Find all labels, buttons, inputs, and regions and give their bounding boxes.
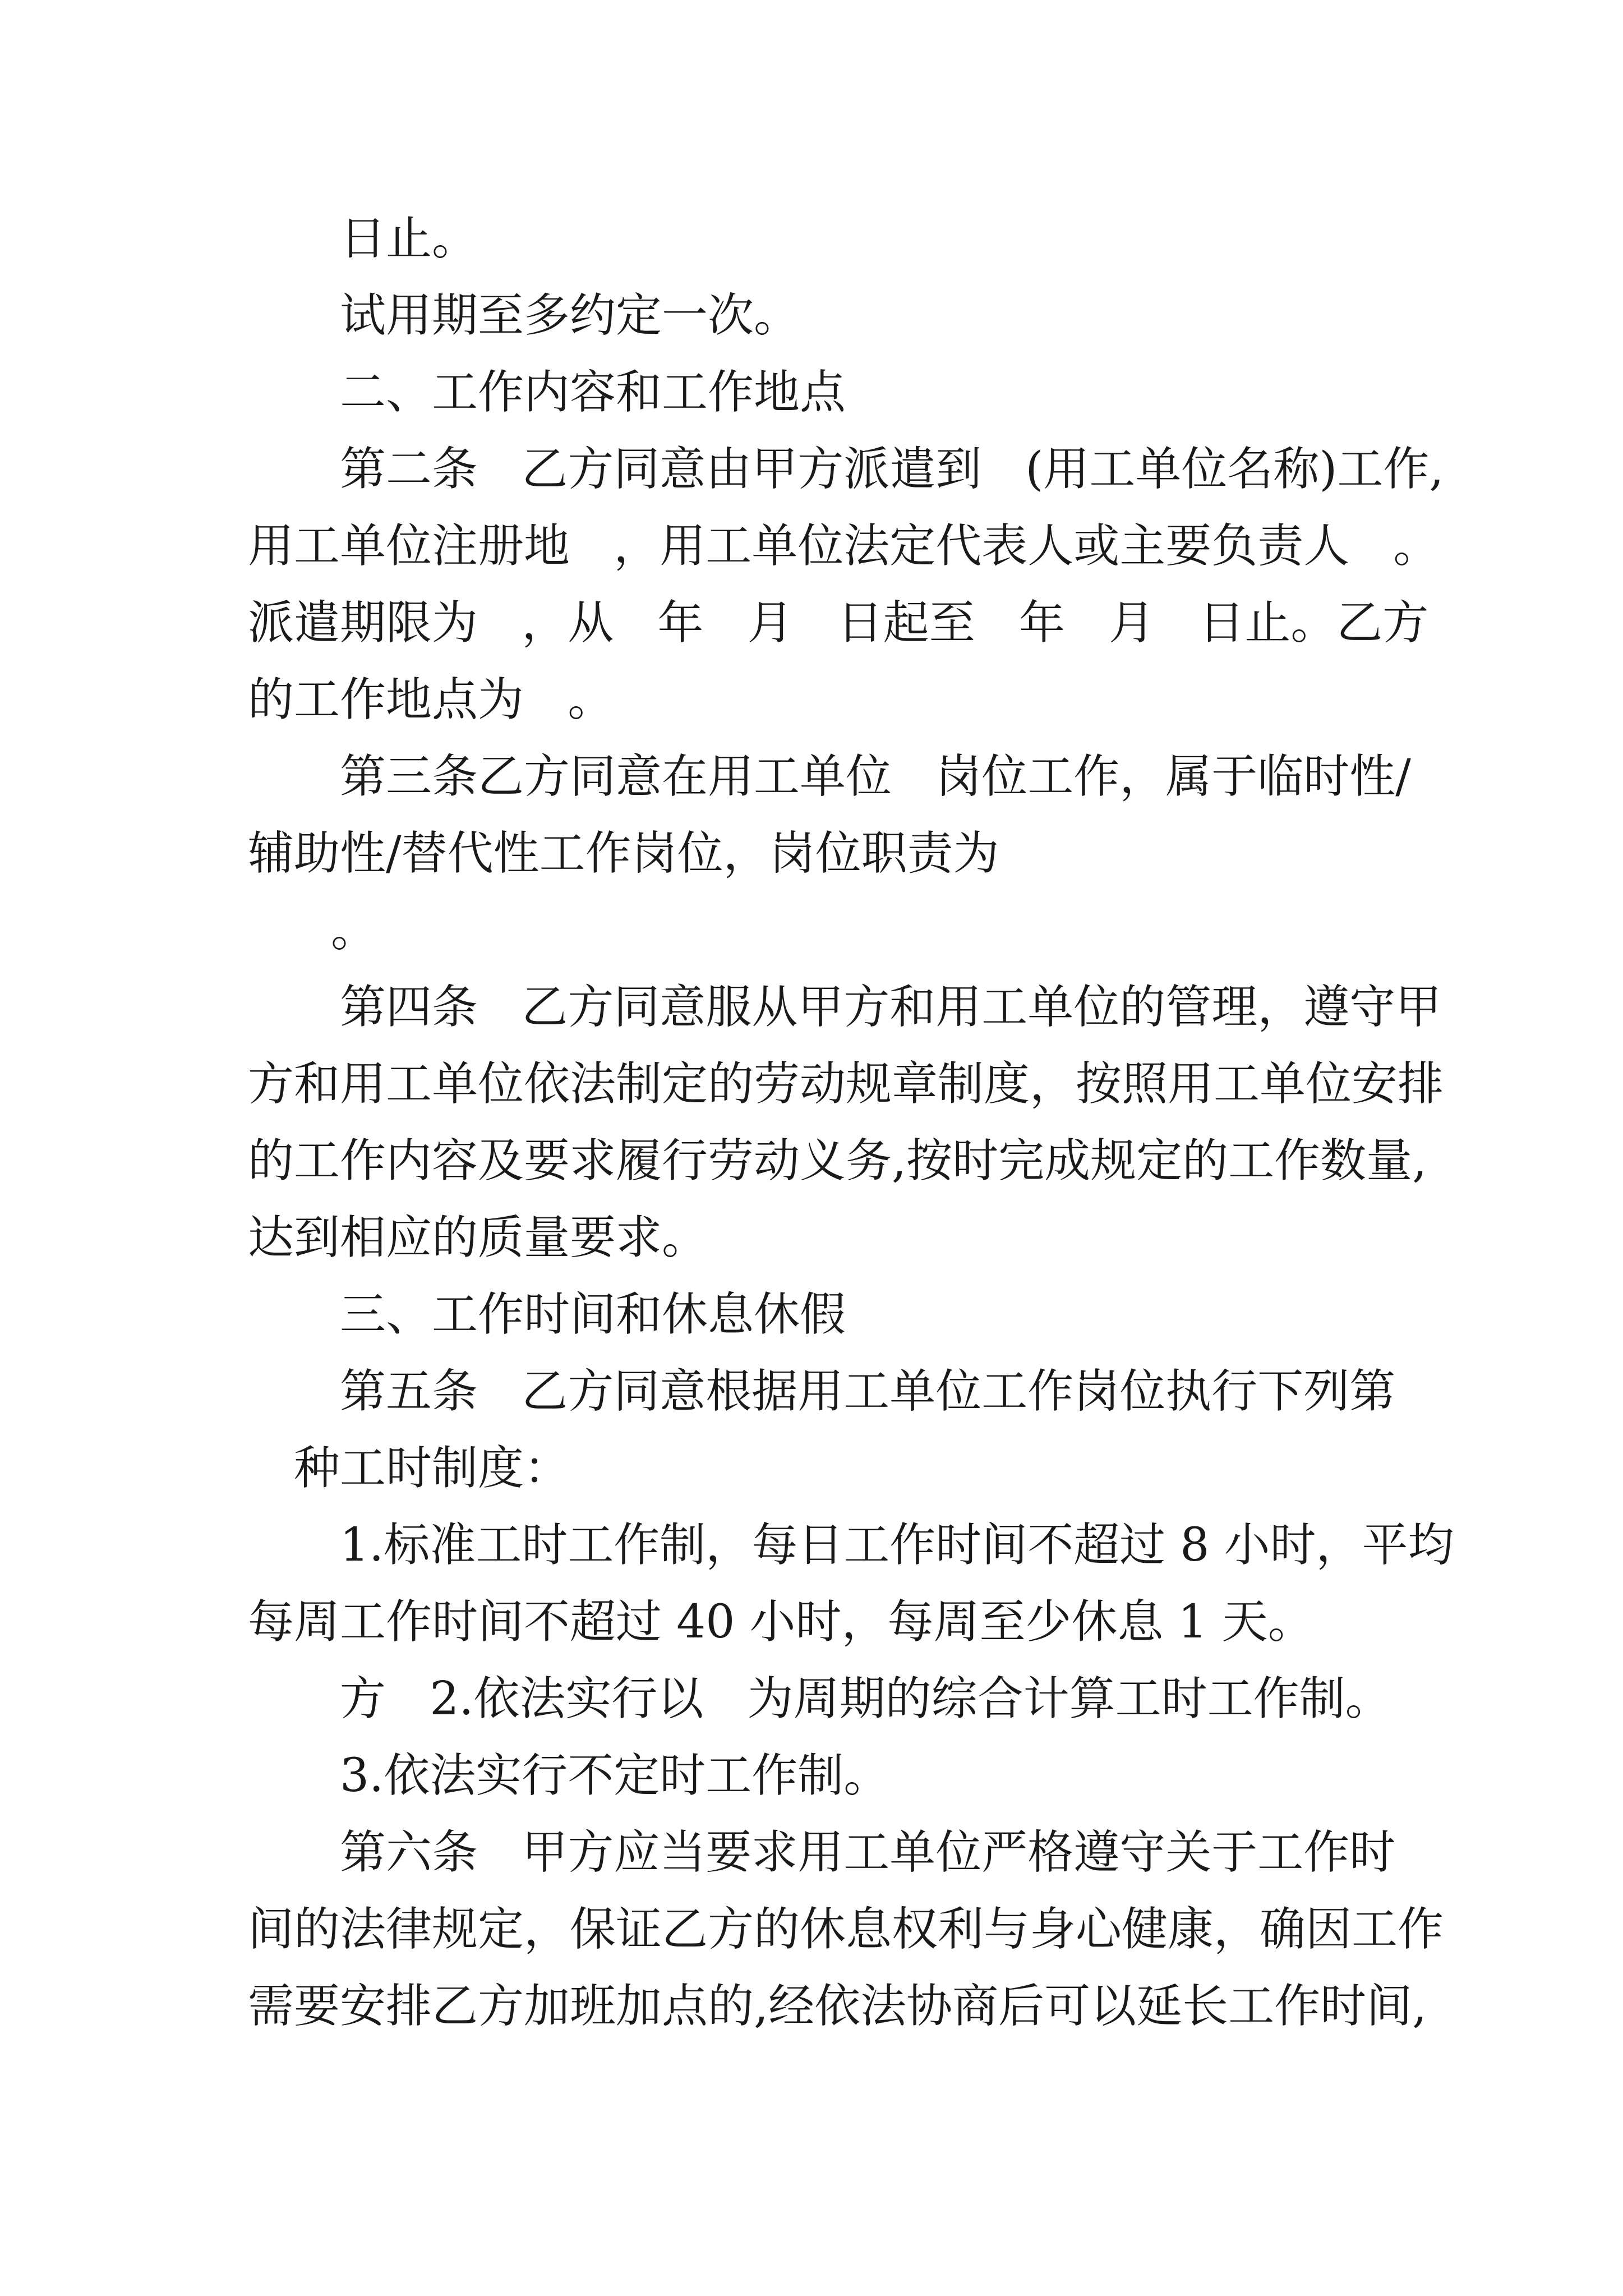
text-line: 的工作地点为 。: [248, 673, 614, 726]
text-line: 3.依法实行不定时工作制。: [340, 1749, 890, 1802]
text-line: 第五条 乙方同意根据用工单位工作岗位执行下列第: [340, 1365, 1396, 1418]
text-line: 种工时制度：: [294, 1442, 570, 1495]
text-line: 每周工作时间不超过 40 小时，每周至少休息 1 天。: [248, 1595, 1314, 1649]
text-line: 用工单位注册地 ，用工单位法定代表人或主要负责人 。: [248, 519, 1440, 573]
text-line: 间的法律规定，保证乙方的休息权利与身心健康，确因工作: [248, 1903, 1444, 1956]
text-line: 方 2.依法实行以 为周期的综合计算工时工作制。: [340, 1672, 1391, 1726]
text-line: 第六条 甲方应当要求用工单位严格遵守关于工作时: [340, 1826, 1396, 1879]
text-line: 派遣期限为 ，从 年 月 日起至 年 月 日止。乙方: [248, 596, 1429, 650]
text-line: 第四条 乙方同意服从甲方和用工单位的管理，遵守甲: [340, 981, 1442, 1034]
text-line: 1.标准工时工作制，每日工作时间不超过 8 小时，平均: [340, 1519, 1454, 1572]
text-line: 的工作内容及要求履行劳动义务,按时完成规定的工作数量,: [248, 1134, 1427, 1188]
text-line: 试用期至多约定一次。: [340, 289, 800, 342]
text-line: 达到相应的质量要求。: [248, 1211, 708, 1264]
text-line: 需要安排乙方加班加点的,经依法协商后可以延长工作时间,: [248, 1980, 1427, 2033]
section-heading: 二、工作内容和工作地点: [340, 366, 846, 419]
text-line: 第二条 乙方同意由甲方派遣到 (用工单位名称)工作,: [340, 443, 1444, 496]
text-line: 辅助性/替代性工作岗位，岗位职责为: [248, 827, 999, 880]
text-line: 。: [331, 904, 377, 957]
text-line: 日止。: [340, 212, 478, 265]
text-line: 第三条乙方同意在用工单位 岗位工作，属于临时性/: [340, 750, 1411, 803]
text-line: 方和用工单位依法制定的劳动规章制度，按照用工单位安排: [248, 1057, 1444, 1111]
section-heading: 三、工作时间和休息休假: [340, 1288, 846, 1341]
